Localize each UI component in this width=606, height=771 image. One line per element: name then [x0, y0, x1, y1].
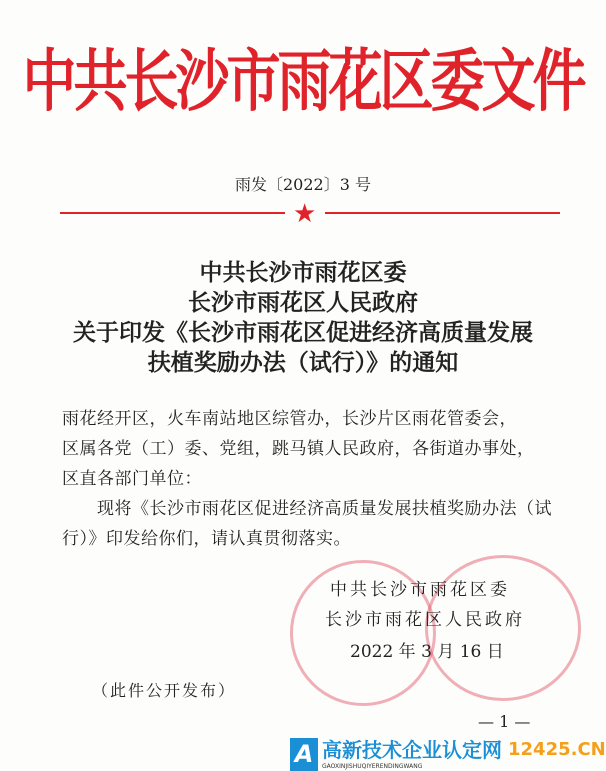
signature-date: 2022 年 3 月 16 日	[350, 642, 504, 662]
watermark-pinyin: GAOXINJISHUQIYERENDINGWANG	[322, 763, 423, 770]
body-line: 行）》印发给你们，请认真贯彻落实。	[62, 529, 351, 549]
star-icon: ★	[293, 199, 317, 229]
heading-line: 长沙市雨花区人民政府	[188, 289, 418, 316]
page-number: — 1 —	[478, 712, 531, 731]
body-line: 区属各党（工）委、党组，跳马镇人民政府，各街道办事处，	[62, 439, 535, 459]
heading-line: 中共长沙市雨花区委	[199, 259, 407, 286]
watermark-domain: 12425.CN	[508, 739, 606, 760]
heading-line: 扶植奖励办法（试行）》的通知	[147, 349, 459, 376]
signature-line: 长沙市雨花区人民政府	[325, 610, 525, 630]
publication-note: （此件公开发布）	[92, 681, 237, 700]
watermark-a-icon: A	[290, 738, 318, 771]
watermark-logo	[290, 738, 606, 771]
body-line: 现将《长沙市雨花区促进经济高质量发展扶植奖励办法（试	[62, 499, 552, 519]
heading-line: 关于印发《长沙市雨花区促进经济高质量发展	[73, 319, 533, 346]
signature-line: 中共长沙市雨花区委	[330, 580, 510, 600]
red-rule-left	[60, 212, 285, 214]
document-number: 雨发〔2022〕3 号	[235, 175, 371, 194]
body-line: 区直各部门单位：	[62, 469, 202, 489]
body-line: 雨花经开区，火车南站地区综管办，长沙片区雨花管委会，	[62, 409, 517, 429]
document-title: 中共长沙市雨花区委文件	[22, 42, 584, 121]
watermark-text: 高新技术企业认定网	[322, 738, 502, 762]
red-rule-right	[325, 212, 560, 214]
